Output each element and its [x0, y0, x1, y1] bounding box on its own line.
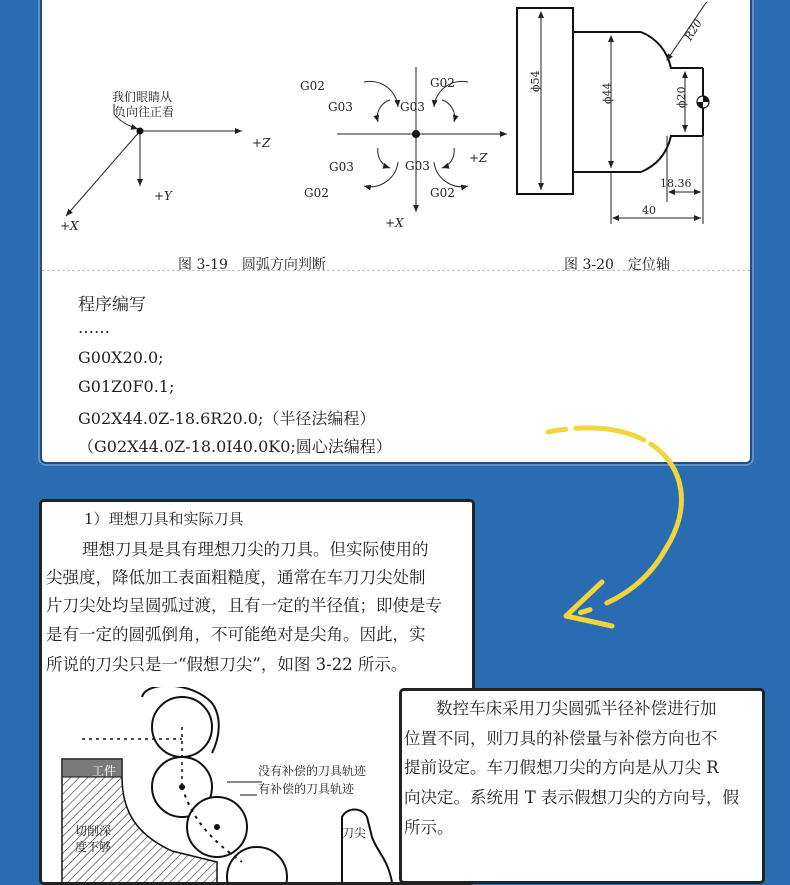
- excerpt-line-2: 位置不同，则刀具的补偿量与补偿方向也不: [404, 729, 718, 748]
- dashed-divider: [42, 270, 750, 271]
- dimension-d54: ϕ54: [529, 70, 542, 92]
- label-no-compensation-path: 没有补偿的刀具轨迹: [258, 764, 367, 778]
- label-cut-depth-line1: 切削深: [75, 824, 112, 838]
- figure-3-20-shaft-drawing: [507, 2, 752, 237]
- section-line-4: 是有一定的圆弧倒角，不可能绝对是尖角。因此，实: [46, 625, 426, 644]
- axis-label-x-left: +X: [60, 219, 79, 233]
- g03-label-bottom-right: G03: [405, 159, 430, 173]
- program-ellipsis: ……: [78, 318, 110, 337]
- section-line-2: 尖强度，降低加工表面粗糙度，通常在车刀刀尖处制: [46, 568, 426, 587]
- g02-label-top-right: G02: [430, 76, 455, 90]
- textbook-page-excerpt-top: [40, 0, 752, 464]
- g03-label-top-left: G03: [328, 100, 353, 114]
- g02-label-top-left: G02: [300, 79, 325, 93]
- figure-3-19-caption: 图 3-19 圆弧方向判断: [178, 257, 326, 273]
- excerpt-line-4: 向决定。系统用 T 表示假想刀尖的方向号，假: [404, 788, 739, 807]
- section-line-5: 所说的刀尖只是一“假想刀尖”，如图 3-22 所示。: [46, 655, 408, 674]
- section-heading: 1）理想刀具和实际刀具: [84, 510, 244, 528]
- label-with-compensation-path: 有补偿的刀具轨迹: [258, 782, 355, 796]
- axis-label-x-right: +X: [385, 216, 404, 230]
- axis-label-z-left: +Z: [252, 136, 271, 150]
- section-line-3: 片刀尖处均呈圆弧过渡，且有一定的半径值；即使是专: [46, 596, 442, 615]
- g03-label-top-right: G03: [400, 100, 425, 114]
- label-cut-depth-line2: 度不够: [75, 840, 112, 854]
- label-workpiece: 工件: [92, 764, 117, 778]
- eye-note-line2: 负向往正看: [114, 105, 175, 119]
- g03-label-bottom-left: G03: [329, 160, 354, 174]
- excerpt-line-5: 所示。: [404, 818, 454, 837]
- curved-arrow-decoration: [540, 420, 740, 660]
- g02-label-bottom-left: G02: [304, 186, 329, 200]
- dimension-18-36: 18.36: [660, 177, 692, 190]
- program-line-1: G00X20.0;: [78, 348, 164, 367]
- dimension-d20: ϕ20: [675, 86, 688, 108]
- program-line-4: （G02X44.0Z-18.0I40.0K0;圆心法编程）: [78, 437, 392, 456]
- section-line-1: 理想刀具是具有理想刀尖的刀具。但实际使用的: [82, 540, 429, 559]
- excerpt-line-3: 提前设定。车刀假想刀尖的方向是从刀尖 R: [404, 758, 719, 777]
- eye-note-line1: 我们眼睛从: [112, 90, 173, 104]
- axis-label-z-right: +Z: [469, 151, 488, 165]
- program-line-2: G01Z0F0.1;: [78, 377, 175, 396]
- dimension-d44: ϕ44: [601, 82, 614, 104]
- figure-3-20-caption: 图 3-20 定位轴: [564, 257, 670, 273]
- g02-label-bottom-right: G02: [430, 186, 455, 200]
- label-tool-tip: 刀尖: [342, 826, 367, 840]
- program-title: 程序编写: [78, 295, 146, 315]
- textbook-page-excerpt-compensation: [399, 688, 765, 884]
- dimension-r20: R20: [682, 17, 705, 43]
- axis-label-y: +Y: [154, 189, 172, 203]
- program-line-3: G02X44.0Z-18.6R20.0;（半径法编程）: [78, 409, 376, 428]
- excerpt-line-1: 数控车床采用刀尖圆弧半径补偿进行加: [436, 699, 717, 718]
- dimension-40: 40: [642, 204, 656, 217]
